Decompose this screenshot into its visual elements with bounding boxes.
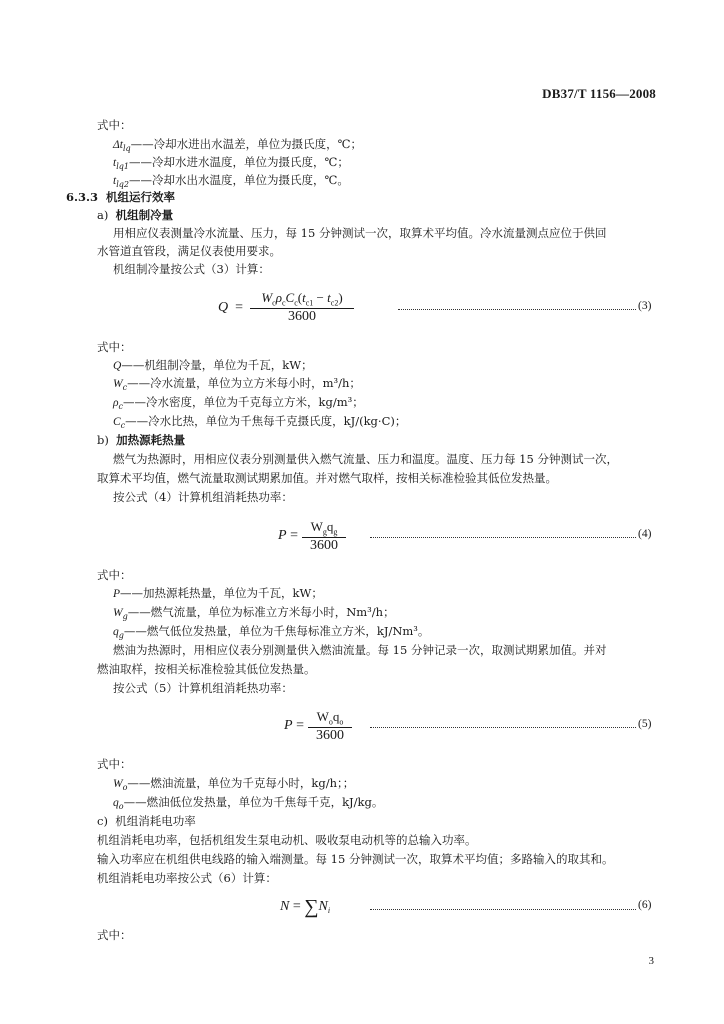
formula-3-leader <box>398 309 636 310</box>
definition-qg: $q_g——$燃气低位发热量，单位为千焦每标准立方米，kJ/Nm³。 <box>113 624 430 640</box>
formula-4-leader <box>370 537 636 538</box>
formula-6-expression: $N = \sum N_i$ <box>280 896 331 918</box>
standard-code: DB37/T 1156—2008 <box>542 86 656 101</box>
paragraph-cooling-2: 水管道直管段，满足仪表使用要求。 <box>97 244 281 258</box>
where-label-3: 式中： <box>97 568 132 582</box>
paragraph-gas-1: 燃气为热源时，用相应仪表分别测量供入燃气流量、压力和温度。温度、压力每 15 分钟测试一次， <box>113 452 618 466</box>
definition-wg: $W_g——$燃气流量，单位为标准立方米每小时，Nm³/h； <box>113 605 395 621</box>
page-number: 3 <box>648 955 654 967</box>
definition-qo: $q_o——$燃油低位发热量，单位为千焦每千克，kJ/kg。 <box>113 795 384 811</box>
formula-5-lhs: P = <box>284 718 304 733</box>
item-b-heading: b) 加热源耗热量 <box>97 433 186 447</box>
where-label: 式中： <box>97 118 132 132</box>
where-label-5: 式中： <box>97 928 132 942</box>
definition-wo: $W_o——$燃油流量，单位为千克每小时，kg/h；； <box>113 776 355 792</box>
formula-3-fraction <box>250 290 354 325</box>
formula-5-leader <box>370 727 636 728</box>
item-a-heading: a) 机组制冷量 <box>97 208 174 222</box>
formula-4-intro: 按公式（4）计算机组消耗热功率： <box>113 490 293 504</box>
formula-4-number: (4) <box>638 528 652 540</box>
formula-3-lhs: Q = <box>218 300 244 315</box>
section-6-3-3-heading: 6.3.3 机组运行效率 <box>66 190 176 204</box>
definition-wc: $W_c——$冷水流量，单位为立方米每小时，m³/h； <box>113 376 361 392</box>
formula-4-numerator: $W_gq_g$ <box>310 519 338 537</box>
where-label-4: 式中： <box>97 757 132 771</box>
formula-5-number: (5) <box>638 718 652 730</box>
sum-symbol: ∑ <box>304 896 319 918</box>
definition-tlq2: $t_{lq2}——$冷却水出水温度，单位为摄氏度，℃。 <box>113 173 349 189</box>
formula-5-intro: 按公式（5）计算机组消耗热功率： <box>113 681 293 695</box>
definition-tlq1: $t_{lq1}——$冷却水进水温度，单位为摄氏度，℃； <box>113 155 349 171</box>
formula-5-numerator: $W_oq_o$ <box>316 709 344 727</box>
formula-4-fraction <box>302 519 346 554</box>
paragraph-gas-2: 取算术平均值，燃气流量取测试期累加值。并对燃气取样，按相关标准检验其低位发热量。 <box>97 471 557 485</box>
formula-3-numerator: $W_c\rho_cC_c(t_{c1} - t_{c2})$ <box>261 290 343 308</box>
formula-6-intro: 机组消耗电功率按公式（6）计算： <box>97 871 277 885</box>
paragraph-oil-1: 燃油为热源时，用相应仪表分别测量供入燃油流量。每 15 分钟记录一次，取测试期累加值。并对 <box>113 643 607 657</box>
formula-4-denominator: 3600 <box>310 537 338 553</box>
paragraph-oil-2: 燃油取样，按相关标准检验其低位发热量。 <box>97 662 316 676</box>
formula-6-leader <box>370 909 636 910</box>
definition-rhoc: $\rho_c——$冷水密度，单位为千克每立方米，kg/m³； <box>113 395 364 411</box>
formula-3-number: (3) <box>638 300 652 312</box>
definition-p: P——加热源耗热量，单位为千瓦，kW； <box>113 586 323 600</box>
where-label-2: 式中： <box>97 340 132 354</box>
formula-3-denominator: 3600 <box>288 308 316 324</box>
paragraph-power-2: 输入功率应在机组供电线路的输入端测量。每 15 分钟测试一次，取算术平均值；多路输入的取其和。 <box>97 852 614 866</box>
definition-delta-tlq: $\Delta t_{lq}——$冷却水进出水温差，单位为摄氏度，℃； <box>113 137 363 153</box>
paragraph-cooling-1: 用相应仪表测量冷水流量、压力，每 15 分钟测试一次，取算术平均值。冷水流量测点应位于供回 <box>113 226 607 240</box>
item-c-heading: c) 机组消耗电功率 <box>97 814 196 828</box>
definition-q: Q——机组制冷量，单位为千瓦，kW； <box>113 358 313 372</box>
definition-cc: $C_c——$冷水比热，单位为千焦每千克摄氏度，kJ/(kg·C)； <box>113 414 407 430</box>
formula-5-denominator: 3600 <box>316 727 344 743</box>
formula-4-lhs: P = <box>278 528 298 543</box>
formula-5-fraction <box>308 709 352 744</box>
formula-3-intro: 机组制冷量按公式（3）计算： <box>113 262 270 276</box>
paragraph-power-1: 机组消耗电功率，包括机组发生泵电动机、吸收泵电动机等的总输入功率。 <box>97 833 477 847</box>
formula-6-number: (6) <box>638 899 652 911</box>
